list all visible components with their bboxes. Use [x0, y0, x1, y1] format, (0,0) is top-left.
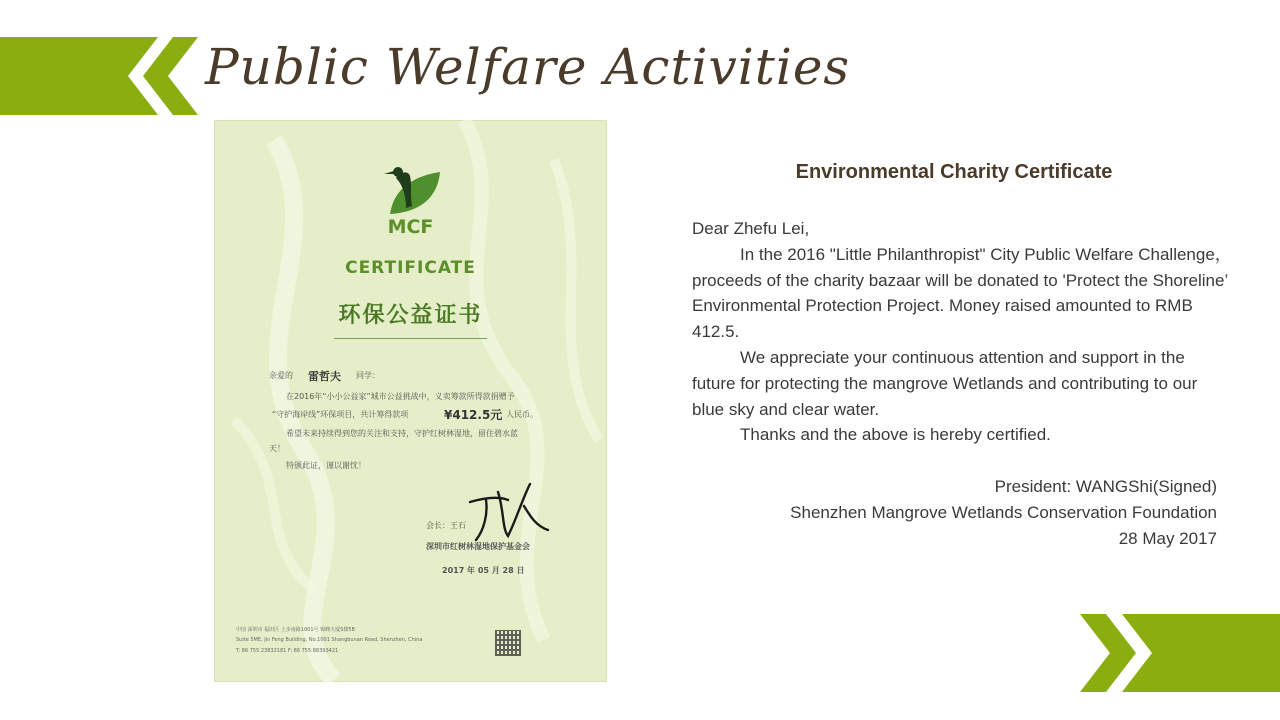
- certificate-image: [214, 120, 607, 682]
- certificate-footer-address-cn: 中国 深圳市 福田区 上步南路1001号 锦峰大厦5楼5B: [236, 627, 355, 633]
- certificate-line-3: 希望未来持续得到您的关注和支持，守护红树林湿地，留住碧水蓝: [286, 429, 518, 438]
- certificate-greeting: 亲爱的: [269, 371, 293, 380]
- signature-line: President: WANGShi(Signed): [994, 477, 1217, 496]
- certificate-recipient-suffix: 同学：: [356, 371, 380, 380]
- certificate-date: 2017 年 05 月 28 日: [442, 566, 525, 575]
- salutation: Dear Zhefu Lei,: [692, 219, 810, 238]
- certificate-line-1: 在2016年“小小公益家”城市公益挑战中，义卖筹款所得款捐赠予: [286, 392, 515, 401]
- qr-code-icon: [495, 630, 521, 656]
- document-date: 28 May 2017: [1118, 529, 1217, 548]
- slide-title: Public Welfare Activities: [205, 38, 851, 96]
- certificate-organization: 深圳市红树林湿地保护基金会: [426, 542, 530, 551]
- document-title: Environmental Charity Certificate: [795, 161, 1113, 183]
- paragraph-2: We appreciate your continuous attention and support in the future for protecting the mangrove Wetlands and contributing to our blue sky and clear water.: [692, 347, 1198, 419]
- certificate-line-2: “守护海岸线”环保项目，共计筹得款项: [272, 410, 409, 419]
- certificate-brand: MCF: [387, 216, 434, 238]
- certificate-footer-phone: T: 86 755 23832181 F: 86 755 88393421: [236, 648, 339, 654]
- paragraph-3: Thanks and the above is hereby certified.: [740, 425, 1051, 445]
- certificate-divider: [334, 338, 487, 339]
- handwritten-signature-icon: [464, 470, 554, 550]
- signature-block: [790, 474, 1217, 552]
- certificate-heading: CERTIFICATE: [345, 258, 476, 278]
- certificate-line-4: 天！: [269, 444, 285, 453]
- certificate-line-5: 特颁此证，谨以谢忱！: [286, 461, 366, 470]
- certificate-amount: ¥412.5元: [444, 408, 503, 422]
- certificate-recipient: 雷哲夫: [308, 370, 341, 383]
- footer-accent-arrows: [1080, 614, 1280, 692]
- paragraph-1: In the 2016 "Little Philanthropist" City Public Welfare Challenge，proceeds of the charity bazaar will be donated to 'Protect the Shoreline’ Environmental Protection Project. Money raised amounted to RMB 412.5.: [692, 244, 1232, 342]
- certificate-heading-cn: 环保公益证书: [338, 303, 483, 328]
- certificate-amount-suffix: 人民币。: [506, 410, 538, 419]
- document-body: [692, 216, 1232, 448]
- organization-name: Shenzhen Mangrove Wetlands Conservation Foundation: [790, 503, 1217, 522]
- certificate-footer-address-en: Suite 5ME, Jin Feng Building, No.1001 Shangbunan Road, Shenzhen, China: [236, 637, 423, 643]
- certificate-president: 会长：王石: [426, 521, 466, 530]
